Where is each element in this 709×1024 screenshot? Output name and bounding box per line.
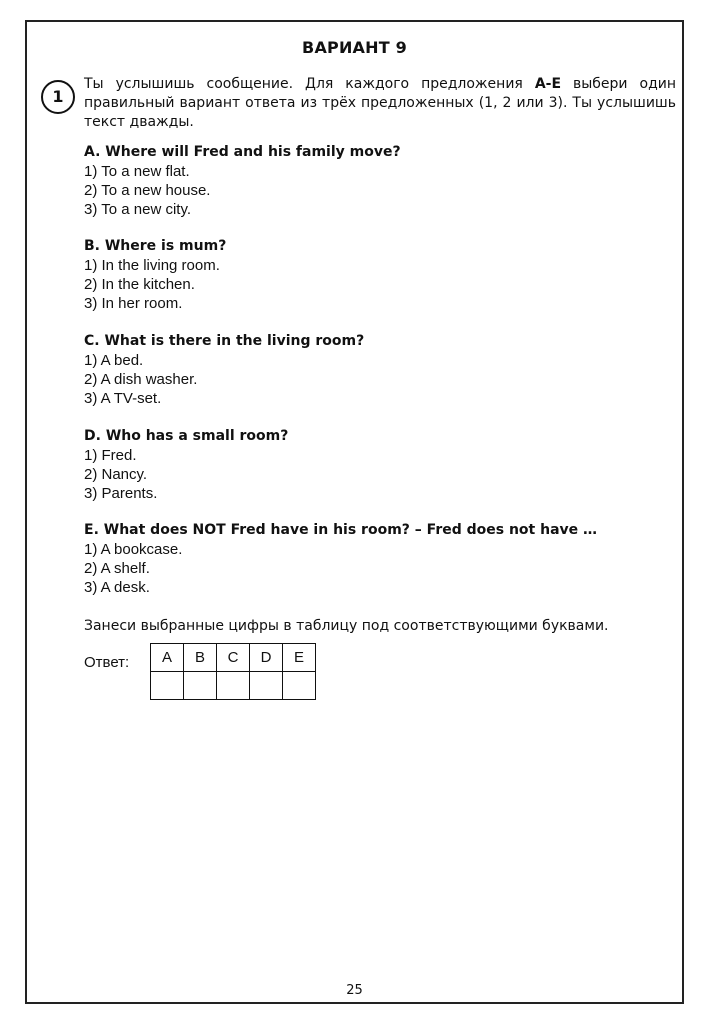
answer-column-header: A — [151, 644, 184, 672]
page-number: 25 — [346, 983, 363, 998]
answer-cell-d[interactable] — [250, 672, 283, 700]
question-title: D. Who has a small room? — [84, 428, 289, 444]
answer-option: 1) In the living room. — [84, 257, 220, 274]
task-instruction — [84, 75, 676, 132]
answer-option: 3) To a new city. — [84, 201, 191, 218]
answer-label: Ответ: — [84, 654, 130, 671]
question-title: E. What does NOT Fred have in his room? – Fred does not have … — [84, 522, 598, 538]
answer-column-header: C — [217, 644, 250, 672]
answer-option: 3) A desk. — [84, 579, 150, 596]
answer-table — [150, 643, 316, 700]
question-d — [84, 427, 676, 503]
question-title: C. What is there in the living room? — [84, 333, 365, 349]
table-instruction: Занеси выбранные цифры в таблицу под соответствующими буквами. — [84, 618, 609, 634]
answer-input-row — [151, 672, 316, 700]
answer-option: 2) In the kitchen. — [84, 276, 195, 293]
question-title: B. Where is mum? — [84, 238, 227, 254]
answer-option: 3) In her room. — [84, 295, 183, 312]
answer-option: 2) Nancy. — [84, 466, 148, 483]
instruction-range: А-Е — [534, 76, 562, 92]
instruction-part2: выбери один правильный вариант ответа из трёх предложенных (1, 2 или 3). Ты услышишь текст дважды. — [84, 76, 676, 130]
task-number-badge: 1 — [41, 80, 75, 114]
answer-option: 1) Fred. — [84, 447, 137, 464]
variant-title: ВАРИАНТ 9 — [302, 38, 407, 57]
answer-option: 3) A TV-set. — [84, 390, 162, 407]
answer-column-header: E — [283, 644, 316, 672]
answer-header-row — [151, 644, 316, 672]
answer-option: 1) A bed. — [84, 352, 144, 369]
instruction-part1: Ты услышишь сообщение. Для каждого предложения — [84, 76, 535, 92]
question-e — [84, 521, 676, 597]
question-c — [84, 332, 676, 408]
answer-cell-a[interactable] — [151, 672, 184, 700]
answer-cell-c[interactable] — [217, 672, 250, 700]
answer-column-header: B — [184, 644, 217, 672]
question-title: A. Where will Fred and his family move? — [84, 144, 401, 160]
answer-cell-b[interactable] — [184, 672, 217, 700]
answer-option: 2) A dish washer. — [84, 371, 198, 388]
answer-option: 1) To a new flat. — [84, 163, 190, 180]
answer-option: 2) To a new house. — [84, 182, 211, 199]
answer-cell-e[interactable] — [283, 672, 316, 700]
answer-column-header: D — [250, 644, 283, 672]
question-b — [84, 237, 676, 313]
answer-option: 3) Parents. — [84, 485, 158, 502]
answer-option: 1) A bookcase. — [84, 541, 183, 558]
question-a — [84, 143, 676, 219]
answer-option: 2) A shelf. — [84, 560, 150, 577]
